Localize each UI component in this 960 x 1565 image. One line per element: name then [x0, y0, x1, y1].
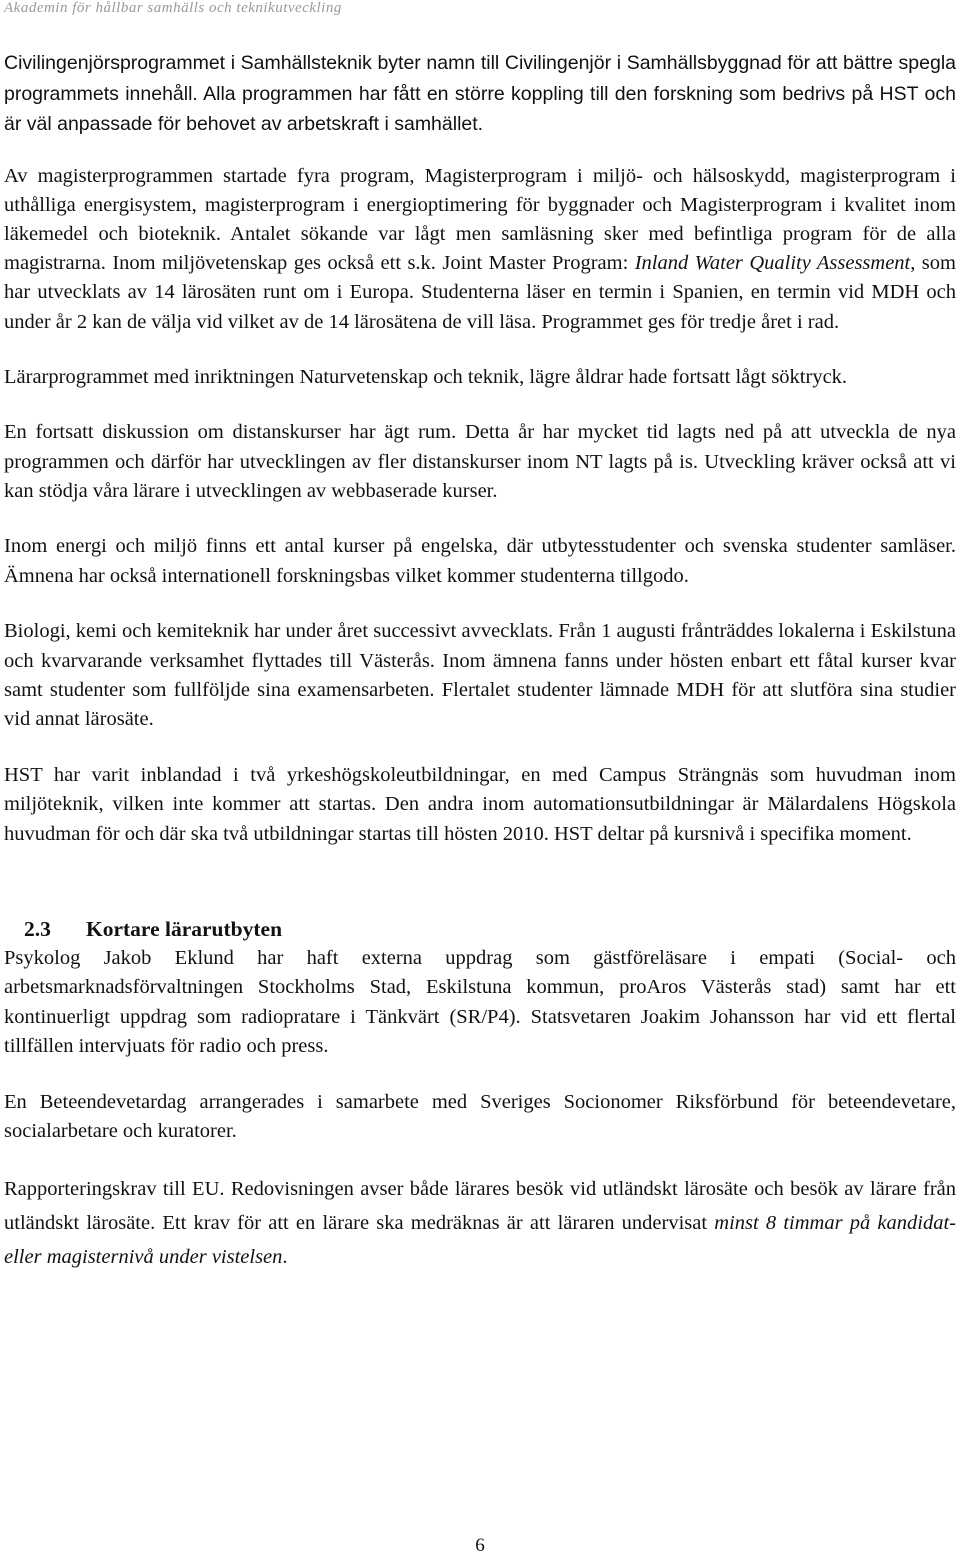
- paragraph-eu-reporting: [4, 1172, 956, 1274]
- paragraph-master-programs-text-1: Av magisterprogrammen startade fyra program, Magisterprogram i miljö- och hälsoskydd, magisterprogram i uthålliga energisystem, magisterprogram i energioptimering för byggnader och Magisterprogram i kvalitet inom läkemedel och bioteknik. Antalet sökande var lågt men samläsning sker med befintliga program för de alla magistrarna. Inom miljövetenskap ges också ett s.k. Joint Master Program:: [4, 164, 956, 275]
- paragraph-distance-courses: En fortsatt diskussion om distanskurser har ägt rum. Detta år har mycket tid lagts ned på att utveckla de nya programmen och därför har utvecklingen av fler distanskurser inom NT lagts på is. Utveckling kräver också att vi kan stödja våra lärare i utvecklingen av webbaserade kurser.: [4, 421, 956, 502]
- paragraph-teacher-program: Lärarprogrammet med inriktningen Naturvetenskap och teknik, lägre åldrar hade fortsatt lågt söktryck.: [4, 365, 848, 388]
- paragraph-eu-reporting-text-1: Rapporteringskrav till EU. Redovisningen avser både lärares besök vid utländskt lärosäte och besök av lärare från utländskt lärosäte. Ett krav för att en lärare ska medräknas är att läraren undervisat: [4, 1178, 956, 1235]
- running-header: Akademin för hållbar samhälls och teknikutveckling: [4, 0, 342, 16]
- paragraph-eu-reporting-text-2: .: [282, 1246, 288, 1269]
- section-heading: [4, 915, 956, 944]
- paragraph-english-courses: Inom energi och miljö finns ett antal kurser på engelska, där utbytesstudenter och svenska studenter samläser. Ämnena har också internationell forskningsbas vilket kommer studenterna tillgodo.: [4, 535, 956, 587]
- requirement-italic: minst 8 timmar på kandidat- eller magisternivå under vistelsen: [4, 1212, 956, 1269]
- paragraph-vocational-education: HST har varit inblandad i två yrkeshögskoleutbildningar, en med Campus Strängnäs som huvudman inom miljöteknik, vilken inte kommer att startas. Den andra inom automationsutbildningar är Mälardalens Högskola huvudman för och där ska två utbildningar startas till hösten 2010. HST deltar på kursnivå i specifika moment.: [4, 763, 956, 845]
- paragraph-biology-chemistry: Biologi, kemi och kemiteknik har under året successivt avvecklats. Från 1 augusti frånträddes lokalerna i Eskilstuna och kvarvarande verksamhet flyttades till Västerås. Inom ämnena fanns under hösten enbart ett fåtal kurser kvar samt studenter som fullföljde sina examensarbeten. Flertalet studenter lämnade MDH för att slutföra sina studier vid annat lärosäte.: [4, 620, 956, 731]
- paragraph-behavioral-science-day: En Beteendevetardag arrangerades i samarbete med Sveriges Socionomer Riksförbund för beteendevetare, socialarbetare och kuratorer.: [4, 1090, 956, 1143]
- program-name-italic: Inland Water Quality Assessment: [634, 252, 911, 275]
- paragraph-master-programs-text-2: , som har utvecklats av 14 lärosäten runt om i Europa. Studenterna läser en termin i Spanien, en termin vid MDH och under år 2 kan de välja vid vilket av de 14 lärosätena de vill läsa. Programmet ges för tredje året i rad.: [4, 252, 956, 333]
- section-number: 2.3: [24, 917, 51, 941]
- paragraph-guest-lectures: Psykolog Jakob Eklund har haft externa uppdrag som gästföreläsare i empati (Social- och arbetsmarknadsförvaltningen Stockholms Stad, Eskilstuna kommun, proAros Västerås stad) samt har ett kontinuerligt uppdrag som radiopratare i Tänkvärt (SR/P4). Statsvetaren Joakim Johansson har vid ett flertal tillfällen intervjuats för radio och press.: [4, 947, 956, 1058]
- paragraph-program-rename: Civilingenjörsprogrammet i Samhällsteknik byter namn till Civilingenjör i Samhällsbyggnad för att bättre spegla programmets innehåll. Alla programmen har fått en större koppling till den forskning som bedrivs på HST och är väl anpassade för behovet av arbetskraft i samhället.: [4, 52, 956, 135]
- paragraph-master-programs: [4, 162, 956, 337]
- page-number: 6: [475, 1535, 485, 1556]
- section-title: Kortare lärarutbyten: [86, 917, 283, 941]
- document-body: [4, 48, 956, 1274]
